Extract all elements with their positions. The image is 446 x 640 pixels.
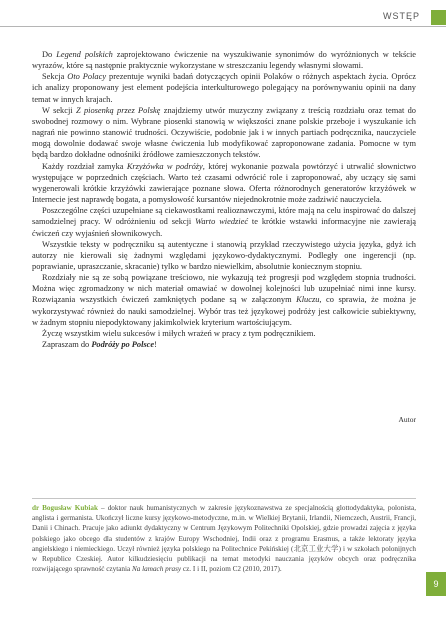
text-run: Kluczu bbox=[296, 295, 320, 305]
author-name: dr Bogusław Kubiak bbox=[32, 504, 98, 512]
header-accent-bar bbox=[431, 10, 446, 25]
author-signature: Autor bbox=[398, 415, 416, 424]
paragraph bbox=[32, 105, 416, 161]
text-run: W sekcji bbox=[42, 105, 76, 115]
text-run: Wszystkie teksty w podręczniku są autentyczne i stanowią przykład rzeczywistego użycia języka, gdyż ich autorzy nie kierowali się żadnymi względami językowo-dydaktycznymi. Podległy one ingerencji (np. poprawianie, upraszczanie, skracanie) tylko w bardzo niewielkim, absolutnie koniecznym stopniu. bbox=[32, 239, 416, 271]
text-run: Zapraszam do bbox=[42, 340, 92, 350]
text-run: Z piosenką przez Polskę bbox=[75, 105, 161, 115]
text-run: Krzyżówka w podróży bbox=[126, 161, 203, 171]
author-bio bbox=[32, 503, 416, 574]
paragraph bbox=[32, 328, 416, 339]
text-run: zaprojektowano ćwiczenie na wyszukiwanie synonimów do wyróżnionych w tekście wyrazów, które są następnie praktycznie wykorzystane w streszczaniu legendy własnymi słowami. bbox=[32, 50, 416, 71]
text-run: Podróży po Polsce bbox=[91, 340, 155, 350]
text-run: – doktor nauk humanistycznych w zakresie językoznawstwa ze specjalnością glottodydaktyka, polonista, anglista i germanista. Ukończył liczne kursy językowo-metodyczne, m.in. w Wielkiej Brytanii, Irlandii, Niemczech, Austrii, Francji, Danii i Chinach. Pracuje jako adiunkt dydaktyczny w Centrum Językowym Politechniki Opolskiej, gdzie prowadzi zajęcia z języka polskiego jako obcego dla studentów z krajów Europy Wschodniej, Indii oraz z programu Erasmus, a także lektoraty języka angielskiego i niemieckiego. Uczył również języka polskiego na Politechnice Pekińskiej (北京工业大学) i w szkołach polonijnych w Republice Czeskiej. Autor kilkudziesięciu publikacji na temat metodyki nauczania języków obcych oraz podręcznika rozwijającego sprawność czytania bbox=[32, 504, 417, 574]
text-run: ! bbox=[154, 340, 157, 350]
text-run: znajdziemy utwór muzyczny związany z treścią rozdziału oraz temat do swobodnej rozmowy o nim. Wybrane piosenki stanowią w większości znane polskie przeboje i wyszukanie ich nagrań nie powinno stanowić trudności. Oczywiście, podobnie jak i w innych partiach podręcznika, nauczyciele mogą dowolnie dodawać swoje własne ćwiczenia lub modyfikować zaproponowane zadania. Pomocne w tym będą bardzo dokładne odnośniki źródłowe zamieszczonych tekstów. bbox=[32, 105, 416, 160]
text-run: , co sprawia, że można je wykorzystywać również do nauki samodzielnej. Wybór tras też językowej podróży jest całkowicie subiektywny, w żadnym stopniu niepodyktowany jakimkolwiek kryterium wartościującym. bbox=[32, 295, 416, 327]
text-run: Oto Polacy bbox=[67, 72, 107, 82]
header-rule bbox=[0, 26, 446, 27]
text-run: te krótkie wstawki informacyjne nie zawierają ćwiczeń czy wyjaśnień słownikowych. bbox=[32, 217, 416, 238]
paragraph bbox=[32, 49, 416, 71]
bio-divider bbox=[32, 498, 416, 499]
text-run: Do bbox=[42, 50, 57, 59]
text-run: Życzę wszystkim wielu sukcesów i miłych wrażeń w pracy z tym podręcznikiem. bbox=[42, 328, 316, 338]
paragraph bbox=[32, 71, 416, 104]
text-run: , której wykonanie pozwala powtórzyć i utrwalić słownictwo występujące w poprzednich częściach. Warto też czasami odwrócić role i zaproponować, aby uczący się sami wygenerowali krótkie krzyżówki zawierające poznane słowa. Oferta różnorodnych generatorów krzyżówek w Internecie jest naprawdę bogata, a pomysłowość kursantów niejednokrotnie może zadziwić nauczyciela. bbox=[32, 161, 416, 205]
page-number: 9 bbox=[426, 572, 446, 596]
text-run: Warto wiedzieć bbox=[195, 217, 249, 227]
text-run: Legend polskich bbox=[56, 50, 113, 59]
text-run: cz. I i II, poziom C2 (2010, 2017). bbox=[181, 565, 282, 574]
paragraph bbox=[32, 339, 416, 350]
paragraph bbox=[32, 239, 416, 272]
text-run: Sekcja bbox=[42, 72, 68, 82]
text-run: Poszczególne części uzupełniane są ciekawostkami realioznawczymi, które mają na celu inspirować do dalszej samodzielnej pracy. W odróżnieniu od sekcji bbox=[32, 206, 416, 227]
text-run: Każdy rozdział zamyka bbox=[42, 161, 127, 171]
body-text bbox=[32, 49, 416, 350]
paragraph bbox=[32, 205, 416, 238]
paragraph bbox=[32, 161, 416, 206]
text-run: Na lamach prasy bbox=[131, 565, 182, 574]
text-run: prezentuje wyniki badań dotyczących opinii Polaków o różnych aspektach życia. Oprócz ich analizy proponowany jest element podejścia interkulturowego polegający na porównywaniu opinii na dany temat w innych krajach. bbox=[32, 72, 416, 104]
section-header: WSTĘP bbox=[382, 11, 420, 21]
paragraph bbox=[32, 272, 416, 328]
text-run: Rozdziały nie są ze sobą powiązane treściowo, nie wykazują też progresji pod względem stopnia trudności. Można więc zgromadzony w nich materiał omawiać w dowolnej kolejności lub uzupełniać nimi inne kursy. Rozwiązania wszystkich ćwiczeń zamkniętych podane są w załączonym bbox=[32, 273, 416, 305]
